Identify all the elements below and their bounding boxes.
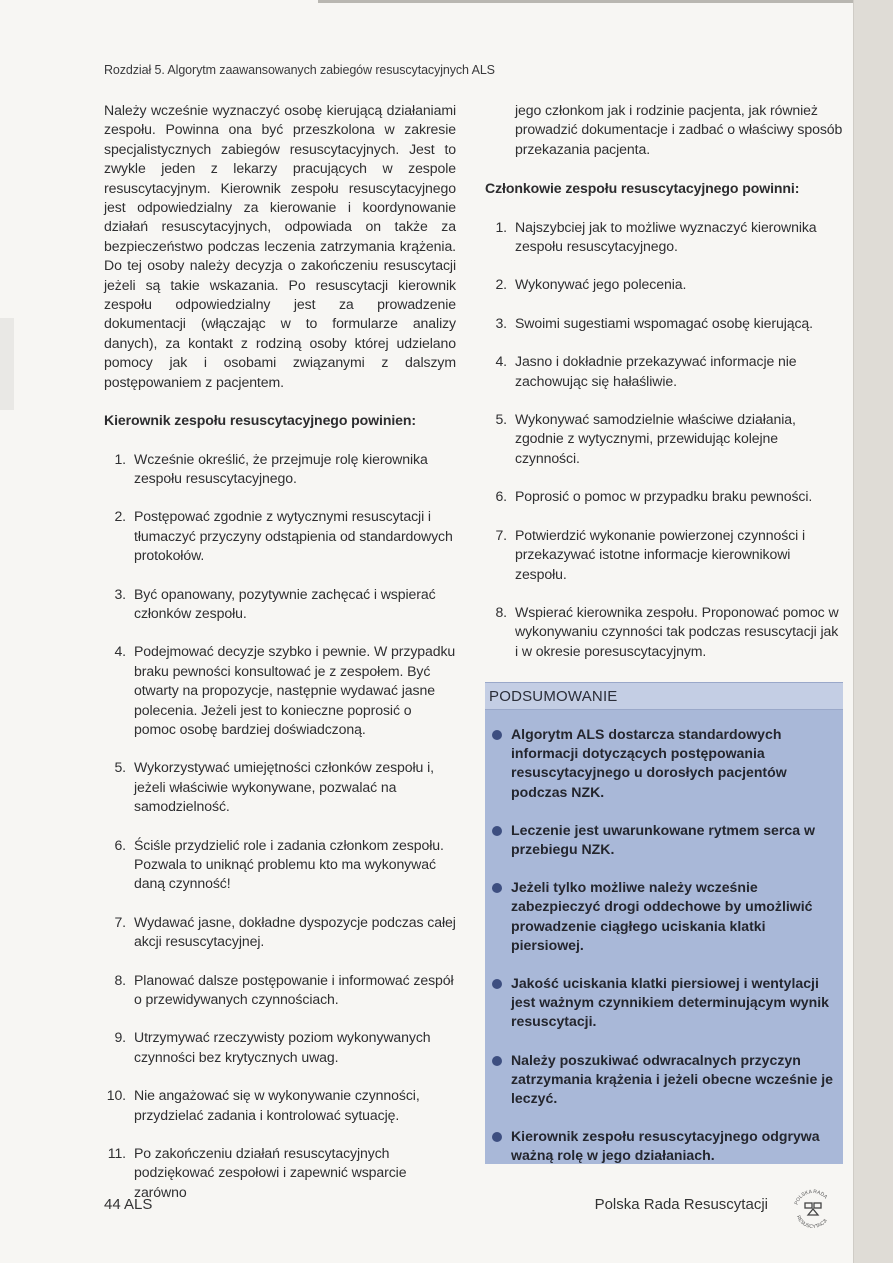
logo-top-text: POLSKA RADA [793, 1188, 829, 1206]
summary-item: Leczenie jest uwarunkowane rytmem serca w przebiegu NZK. [485, 821, 833, 859]
summary-title: PODSUMOWANIE [485, 682, 843, 710]
summary-item: Algorytm ALS dostarcza standardowych informacji dotyczących postępowania resuscytacyjnego u dorosłych pacjentów podczas NZK. [485, 725, 833, 802]
summary-item: Kierownik zespołu resuscytacyjnego odgrywa ważną rolę w jego działaniach. [485, 1127, 833, 1165]
list-item: 7. Wydawać jasne, dokładne dyspozycje podczas całej akcji resuscytacyjnej. [114, 913, 456, 950]
list-item: 1. Wcześnie określić, że przejmuje rolę kierownika zespołu resuscytacyjnego. [114, 450, 428, 486]
list-item: 8. Wspierać kierownika zespołu. Proponować pomoc w wykonywaniu czynności tak podczas resuscytacji jak i w okresie poresuscytacyjnym. [495, 603, 839, 659]
bullet-icon [492, 883, 502, 893]
list-item: 2. Wykonywać jego polecenia. [495, 276, 687, 293]
list-item: 3. Być opanowany, pozytywnie zachęcać i wspierać członków zespołu. [114, 585, 436, 621]
list-item: 11. Po zakończeniu działań resuscytacyjnych podziękować zespołowi i zapewnić wsparcie zarówno [107, 1145, 407, 1200]
bullet-icon [492, 979, 502, 989]
list-item: 5. Wykorzystywać umiejętności członków zespołu i, jeżeli właściwie wykonywane, pozwalać na samodzielność. [114, 759, 434, 815]
bullet-icon [492, 1132, 502, 1142]
list-item: 3. Swoimi sugestiami wspomagać osobę kierującą. [495, 314, 813, 331]
chapter-tab [0, 318, 14, 410]
list-item: 10. Nie angażować się w wykonywanie czynności, przydzielać zadania i kontrolować sytuację. [106, 1087, 420, 1123]
members-heading: Członkowie zespołu resuscytacyjnego powinni: [485, 180, 800, 197]
bullet-icon [492, 730, 502, 740]
list-item: 2. Postępować zgodnie z wytycznymi resuscytacji i tłumaczyć przyczyny odstąpienia od standardowych protokołów. [114, 508, 453, 564]
page-number: 44 ALS [104, 1196, 153, 1213]
list-item: 7. Potwierdzić wykonanie powierzonej czynności i przekazywać istotne informacje kierownikowi zespołu. [495, 526, 806, 582]
list-item: 6. Ściśle przydzielić role i zadania członkom zespołu. Pozwala to uniknąć problemu kto ma wykonywać daną czynność! [114, 836, 444, 892]
running-header: Rozdział 5. Algorytm zaawansowanych zabiegów resuscytacyjnych ALS [104, 63, 495, 77]
list-item: 1. Najszybciej jak to możliwe wyznaczyć kierownika zespołu resuscytacyjnego. [495, 218, 817, 255]
top-rule [318, 0, 853, 3]
prr-logo-icon [790, 1185, 836, 1231]
bullet-icon [492, 826, 502, 836]
organization-name: Polska Rada Resuscytacji [594, 1196, 768, 1213]
list-item: 6. Poprosić o pomoc w przypadku braku pewności. [495, 488, 813, 505]
left-column [104, 101, 456, 1202]
list-item: 4. Podejmować decyzje szybko i pewnie. W przypadku braku pewności konsultować je z zespołem. Być otwarty na propozycje, następnie wydawać jasne polecenia. Jeżeli jest to konieczne poprosić o pomoc osobę bardziej doświadczoną. [114, 643, 456, 737]
list-item: 9. Utrzymywać rzeczywisty poziom wykonywanych czynności bez krytycznych uwag. [114, 1029, 431, 1065]
bullet-icon [492, 1056, 502, 1066]
leader-duties-list [104, 450, 456, 1203]
members-duties-list [485, 218, 844, 662]
intro-paragraph: Należy wcześnie wyznaczyć osobę kierującą działaniami zespołu. Powinna ona być przeszkolona w zakresie specjalistycznych zabiegów resuscytacyjnych. Jest to zwykle jeden z lekarzy pracujących w zespole resuscytacyjnym. Kierownik zespołu resuscytacyjnego jest odpowiedzialny za kierowanie i koordynowanie działań resuscytacyjnych, odpowiada on także za bezpieczeństwo podczas leczenia zatrzymania krążenia. Do tej osoby należy decyzja o zakończeniu resuscytacji jeżeli są takie wskazania. Po resuscytacji kierownik zespołu odpowiedzialny jest za prowadzenie dokumentacji (włączając w to formularze analizy danych), za kontakt z rodziną osoby której udzielano pomocy jak i osobami związanymi z dalszym postępowaniem z pacjentem. [104, 102, 456, 390]
summary-list [485, 710, 843, 1166]
summary-box [485, 682, 843, 1164]
list-item: 4. Jasno i dokładnie przekazywać informacje nie zachowując się hałaśliwie. [495, 353, 797, 389]
logo-bottom-text: RESUSCYTACJI [794, 1214, 829, 1231]
summary-item: Jakość uciskania klatki piersiowej i wentylacji jest ważnym czynnikiem determinującym wynik resuscytacji. [485, 974, 833, 1032]
continuation-paragraph: jego członkom jak i rodzinie pacjenta, jak również prowadzić dokumentacje i zadbać o właściwy sposób przekazania pacjenta. [515, 102, 843, 157]
list-item: 8. Planować dalsze postępowanie i informować zespół o przewidywanych czynnościach. [114, 971, 454, 1008]
summary-item: Należy poszukiwać odwracalnych przyczyn zatrzymania krążenia i jeżeli obecne wcześnie je leczyć. [485, 1051, 833, 1109]
list-item: 5. Wykonywać samodzielnie właściwe działania, zgodnie z wytycznymi, przewidując kolejne czynności. [495, 411, 796, 466]
leader-heading: Kierownik zespołu resuscytacyjnego powinien: [104, 412, 417, 429]
right-column [485, 101, 844, 680]
summary-item: Jeżeli tylko możliwe należy wcześnie zabezpieczyć drogi oddechowe by umożliwić prowadzenie ciągłego uciskania klatki piersiowej. [485, 878, 833, 955]
